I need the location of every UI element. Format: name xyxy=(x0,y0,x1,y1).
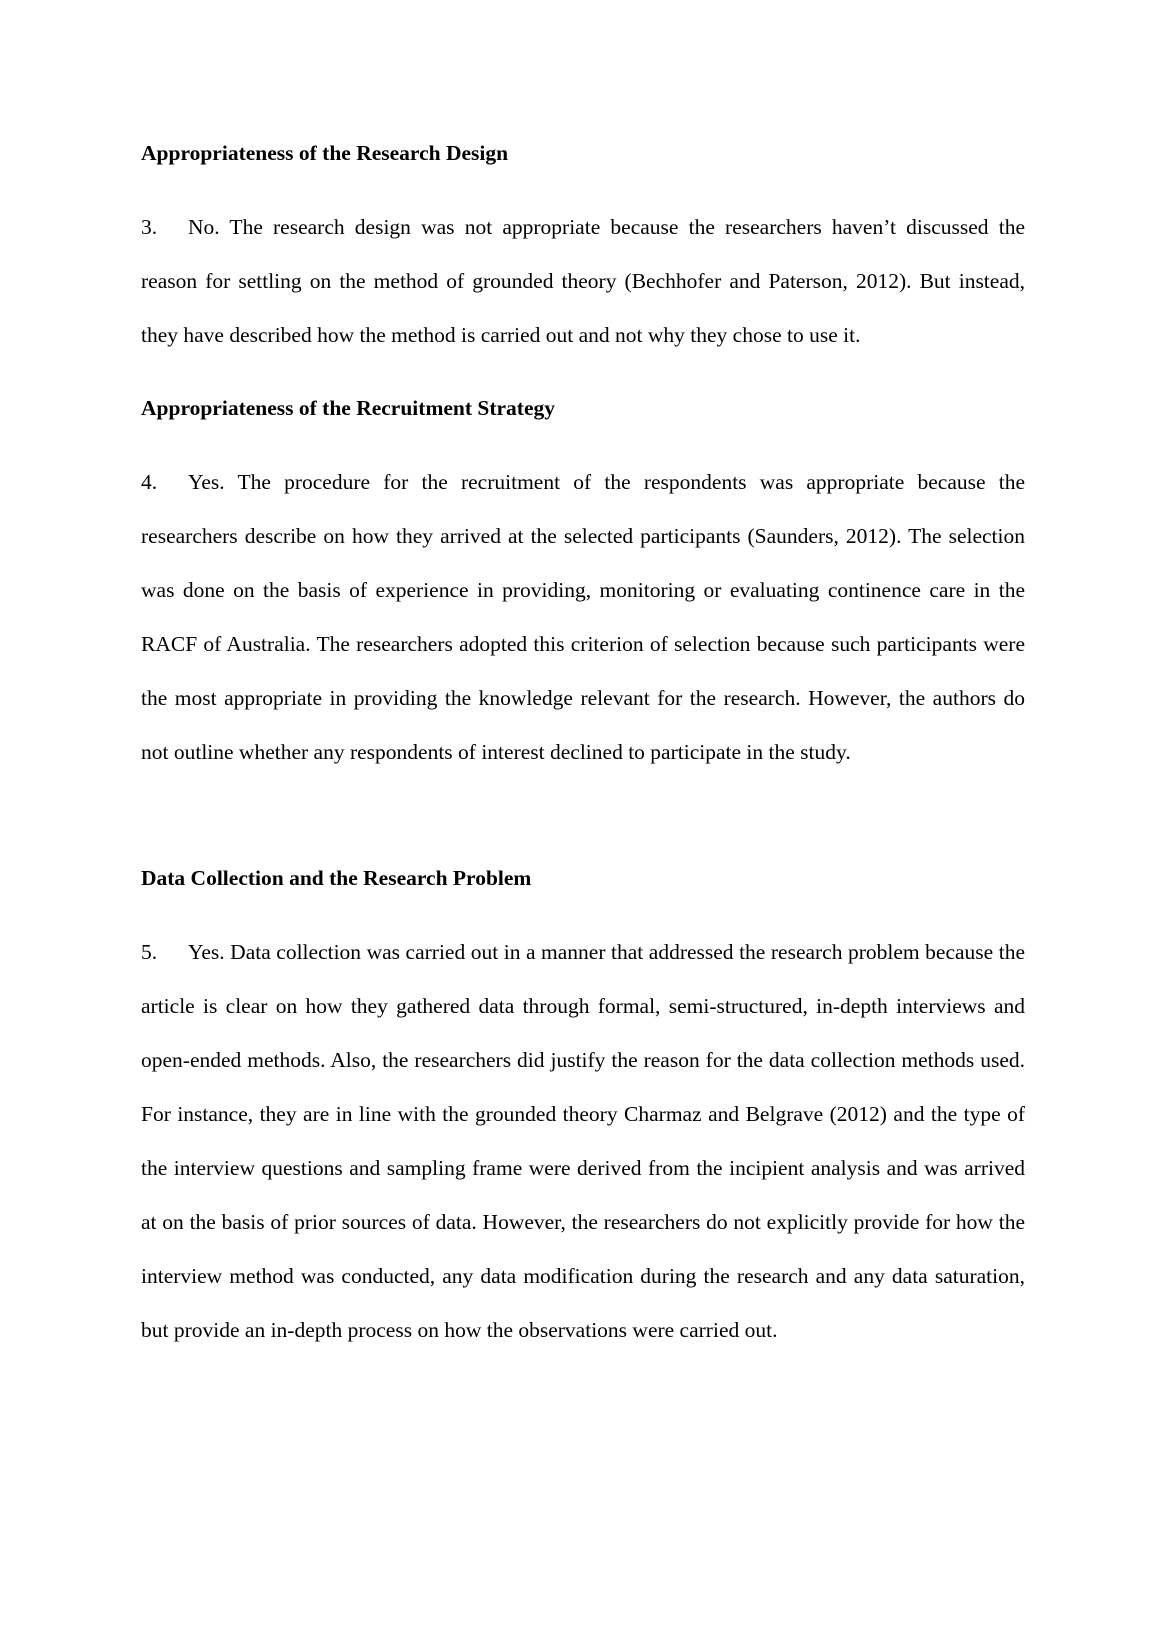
section-heading-research-design: Appropriateness of the Research Design xyxy=(141,141,509,165)
paragraph-text: No. The research design was not appropriate because the researchers haven’t discussed the reason for settling on the method of grounded theory (Bechhofer and Paterson, 2012). But instead, they have described how the method is carried out and not why they chose to use it. xyxy=(141,215,1025,347)
section-paragraph-research-design xyxy=(141,200,1025,362)
item-number: 3. xyxy=(141,215,158,239)
paragraph-text: Yes. The procedure for the recruitment of the respondents was appropriate because the researchers describe on how they arrived at the selected participants (Saunders, 2012). The selection was done on the basis of experience in providing, monitoring or evaluating continence care in the RACF of Australia. The researchers adopted this criterion of selection because such participants were the most appropriate in providing the knowledge relevant for the research. However, the authors do not outline whether any respondents of interest declined to participate in the study. xyxy=(141,470,1025,764)
section-heading-data-collection: Data Collection and the Research Problem xyxy=(141,866,532,890)
section-paragraph-data-collection xyxy=(141,925,1025,1357)
section-paragraph-recruitment-strategy xyxy=(141,455,1025,779)
paragraph-text: Yes. Data collection was carried out in a manner that addressed the research problem because the article is clear on how they gathered data through formal, semi-structured, in-depth interviews and open-ended methods. Also, the researchers did justify the reason for the data collection methods used. For instance, they are in line with the grounded theory Charmaz and Belgrave (2012) and the type of the interview questions and sampling frame were derived from the incipient analysis and was arrived at on the basis of prior sources of data. However, the researchers do not explicitly provide for how the interview method was conducted, any data modification during the research and any data saturation, but provide an in-depth process on how the observations were carried out. xyxy=(141,940,1025,1342)
item-number: 5. xyxy=(141,940,158,964)
section-heading-recruitment-strategy: Appropriateness of the Recruitment Strategy xyxy=(141,396,556,420)
item-number: 4. xyxy=(141,470,158,494)
